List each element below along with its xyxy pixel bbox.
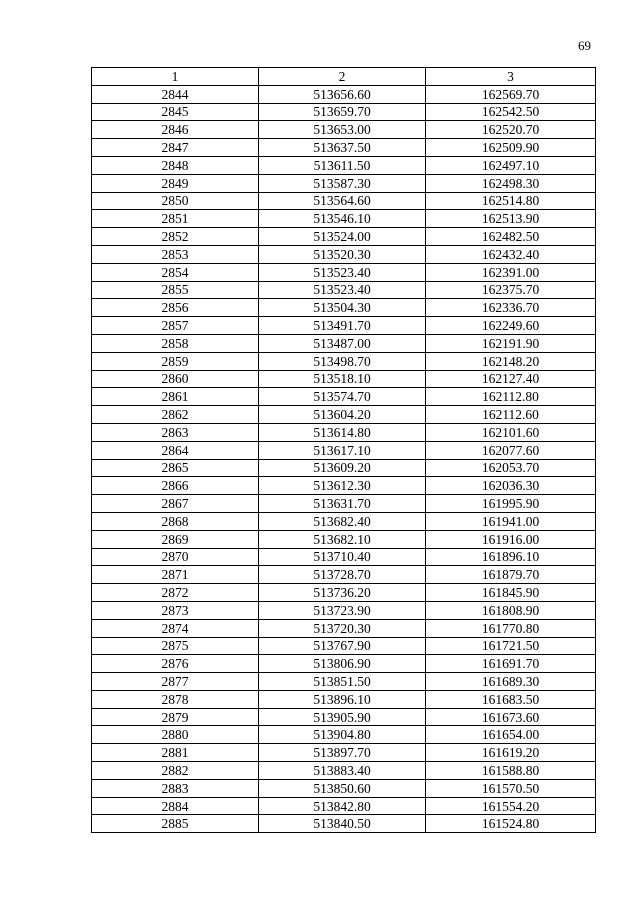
table-cell: 162432.40 <box>426 245 596 263</box>
table-cell: 2865 <box>92 459 259 477</box>
table-row <box>92 673 596 691</box>
table-cell: 513896.10 <box>259 690 426 708</box>
table-cell: 513518.10 <box>259 370 426 388</box>
table-row <box>92 477 596 495</box>
table-row <box>92 192 596 210</box>
table-cell: 513806.90 <box>259 655 426 673</box>
table-row <box>92 530 596 548</box>
table-cell: 162053.70 <box>426 459 596 477</box>
table-row <box>92 334 596 352</box>
table-header-row <box>92 68 596 86</box>
table-cell: 513851.50 <box>259 673 426 691</box>
table-cell: 2872 <box>92 584 259 602</box>
table-cell: 2857 <box>92 317 259 335</box>
table-cell: 2881 <box>92 744 259 762</box>
table-row <box>92 441 596 459</box>
table-cell: 161588.80 <box>426 762 596 780</box>
table-row <box>92 815 596 833</box>
table-cell: 2847 <box>92 139 259 157</box>
table-cell: 2851 <box>92 210 259 228</box>
table-cell: 513546.10 <box>259 210 426 228</box>
table-row <box>92 245 596 263</box>
table-cell: 513736.20 <box>259 584 426 602</box>
table-cell: 513653.00 <box>259 121 426 139</box>
table-cell: 162391.00 <box>426 263 596 281</box>
table-row <box>92 406 596 424</box>
table-cell: 513487.00 <box>259 334 426 352</box>
table-row <box>92 744 596 762</box>
table-cell: 513524.00 <box>259 228 426 246</box>
table-cell: 513604.20 <box>259 406 426 424</box>
table-row <box>92 423 596 441</box>
table-cell: 2877 <box>92 673 259 691</box>
table-cell: 161554.20 <box>426 797 596 815</box>
table-cell: 2846 <box>92 121 259 139</box>
table-cell: 162482.50 <box>426 228 596 246</box>
table-row <box>92 121 596 139</box>
table-cell: 2882 <box>92 762 259 780</box>
table-cell: 2871 <box>92 566 259 584</box>
table-cell: 513656.60 <box>259 85 426 103</box>
table-row <box>92 388 596 406</box>
table-cell: 162513.90 <box>426 210 596 228</box>
table-row <box>92 459 596 477</box>
table-cell: 513682.40 <box>259 512 426 530</box>
table-cell: 513723.90 <box>259 601 426 619</box>
table-row <box>92 637 596 655</box>
table-cell: 2869 <box>92 530 259 548</box>
table-cell: 513728.70 <box>259 566 426 584</box>
table-cell: 161689.30 <box>426 673 596 691</box>
table-cell: 513720.30 <box>259 619 426 637</box>
table-cell: 513614.80 <box>259 423 426 441</box>
table-cell: 513631.70 <box>259 495 426 513</box>
table-cell: 2844 <box>92 85 259 103</box>
table-cell: 513637.50 <box>259 139 426 157</box>
table-cell: 2875 <box>92 637 259 655</box>
table-cell: 162112.80 <box>426 388 596 406</box>
table-cell: 162520.70 <box>426 121 596 139</box>
table-cell: 513883.40 <box>259 762 426 780</box>
table-cell: 162498.30 <box>426 174 596 192</box>
table-cell: 513611.50 <box>259 156 426 174</box>
table-cell: 513850.60 <box>259 779 426 797</box>
table-cell: 2866 <box>92 477 259 495</box>
table-row <box>92 495 596 513</box>
table-cell: 162542.50 <box>426 103 596 121</box>
table-row <box>92 352 596 370</box>
table-cell: 513904.80 <box>259 726 426 744</box>
table-row <box>92 797 596 815</box>
table-cell: 2867 <box>92 495 259 513</box>
table-cell: 161941.00 <box>426 512 596 530</box>
table-cell: 2880 <box>92 726 259 744</box>
table-cell: 161619.20 <box>426 744 596 762</box>
table-cell: 162127.40 <box>426 370 596 388</box>
table-cell: 513504.30 <box>259 299 426 317</box>
table-row <box>92 708 596 726</box>
table-cell: 2850 <box>92 192 259 210</box>
table-cell: 2849 <box>92 174 259 192</box>
table-cell: 161845.90 <box>426 584 596 602</box>
table-cell: 513617.10 <box>259 441 426 459</box>
table-cell: 2884 <box>92 797 259 815</box>
table-row <box>92 210 596 228</box>
table-cell: 2874 <box>92 619 259 637</box>
table-cell: 161683.50 <box>426 690 596 708</box>
table-row <box>92 139 596 157</box>
table-cell: 2883 <box>92 779 259 797</box>
column-header-1: 1 <box>92 68 259 86</box>
column-header-3: 3 <box>426 68 596 86</box>
table-cell: 162148.20 <box>426 352 596 370</box>
page-number: 69 <box>578 38 591 53</box>
table-row <box>92 566 596 584</box>
table-cell: 2858 <box>92 334 259 352</box>
table-cell: 513659.70 <box>259 103 426 121</box>
table-cell: 161770.80 <box>426 619 596 637</box>
table-cell: 513498.70 <box>259 352 426 370</box>
table-body <box>92 85 596 832</box>
table-row <box>92 228 596 246</box>
table-cell: 513897.70 <box>259 744 426 762</box>
table-cell: 2870 <box>92 548 259 566</box>
table-cell: 2873 <box>92 601 259 619</box>
table-cell: 161524.80 <box>426 815 596 833</box>
table-cell: 2878 <box>92 690 259 708</box>
table-cell: 513523.40 <box>259 281 426 299</box>
table-cell: 161673.60 <box>426 708 596 726</box>
table-cell: 2861 <box>92 388 259 406</box>
table-cell: 2852 <box>92 228 259 246</box>
table-cell: 162569.70 <box>426 85 596 103</box>
table-cell: 513612.30 <box>259 477 426 495</box>
table-row <box>92 85 596 103</box>
table-cell: 162112.60 <box>426 406 596 424</box>
table-cell: 2868 <box>92 512 259 530</box>
table-row <box>92 370 596 388</box>
table-row <box>92 779 596 797</box>
table-cell: 2863 <box>92 423 259 441</box>
table-cell: 161654.00 <box>426 726 596 744</box>
table-cell: 2859 <box>92 352 259 370</box>
table-cell: 161916.00 <box>426 530 596 548</box>
table-cell: 513574.70 <box>259 388 426 406</box>
table-row <box>92 263 596 281</box>
table-cell: 513710.40 <box>259 548 426 566</box>
table-cell: 161691.70 <box>426 655 596 673</box>
table-cell: 162375.70 <box>426 281 596 299</box>
table-cell: 162509.90 <box>426 139 596 157</box>
table-cell: 2860 <box>92 370 259 388</box>
table-row <box>92 317 596 335</box>
table-row <box>92 156 596 174</box>
table-cell: 2848 <box>92 156 259 174</box>
table-cell: 161879.70 <box>426 566 596 584</box>
table-row <box>92 619 596 637</box>
table-row <box>92 726 596 744</box>
table-cell: 513767.90 <box>259 637 426 655</box>
table-cell: 2876 <box>92 655 259 673</box>
table-cell: 162101.60 <box>426 423 596 441</box>
table-cell: 2855 <box>92 281 259 299</box>
table-row <box>92 299 596 317</box>
table-row <box>92 548 596 566</box>
table-cell: 2854 <box>92 263 259 281</box>
table-cell: 513564.60 <box>259 192 426 210</box>
table-cell: 2856 <box>92 299 259 317</box>
table-cell: 2862 <box>92 406 259 424</box>
table-cell: 162514.80 <box>426 192 596 210</box>
table-cell: 162036.30 <box>426 477 596 495</box>
table-row <box>92 601 596 619</box>
table-cell: 513587.30 <box>259 174 426 192</box>
table-cell: 2885 <box>92 815 259 833</box>
table-cell: 162497.10 <box>426 156 596 174</box>
table-cell: 162336.70 <box>426 299 596 317</box>
table-cell: 161896.10 <box>426 548 596 566</box>
table-row <box>92 655 596 673</box>
table-row <box>92 762 596 780</box>
table-cell: 162191.90 <box>426 334 596 352</box>
table-row <box>92 584 596 602</box>
table-cell: 161808.90 <box>426 601 596 619</box>
table-cell: 2864 <box>92 441 259 459</box>
table-cell: 161570.50 <box>426 779 596 797</box>
table-cell: 2845 <box>92 103 259 121</box>
table-row <box>92 174 596 192</box>
column-header-2: 2 <box>259 68 426 86</box>
coordinates-table <box>91 67 596 833</box>
table-cell: 161995.90 <box>426 495 596 513</box>
table-cell: 162249.60 <box>426 317 596 335</box>
table-cell: 161721.50 <box>426 637 596 655</box>
table-cell: 513905.90 <box>259 708 426 726</box>
table-cell: 162077.60 <box>426 441 596 459</box>
table-cell: 513491.70 <box>259 317 426 335</box>
table-row <box>92 103 596 121</box>
table-row <box>92 281 596 299</box>
table-cell: 2879 <box>92 708 259 726</box>
table-cell: 513520.30 <box>259 245 426 263</box>
table-cell: 513682.10 <box>259 530 426 548</box>
table-cell: 2853 <box>92 245 259 263</box>
table-row <box>92 690 596 708</box>
table-row <box>92 512 596 530</box>
table-cell: 513840.50 <box>259 815 426 833</box>
table-cell: 513609.20 <box>259 459 426 477</box>
table-cell: 513523.40 <box>259 263 426 281</box>
table-cell: 513842.80 <box>259 797 426 815</box>
